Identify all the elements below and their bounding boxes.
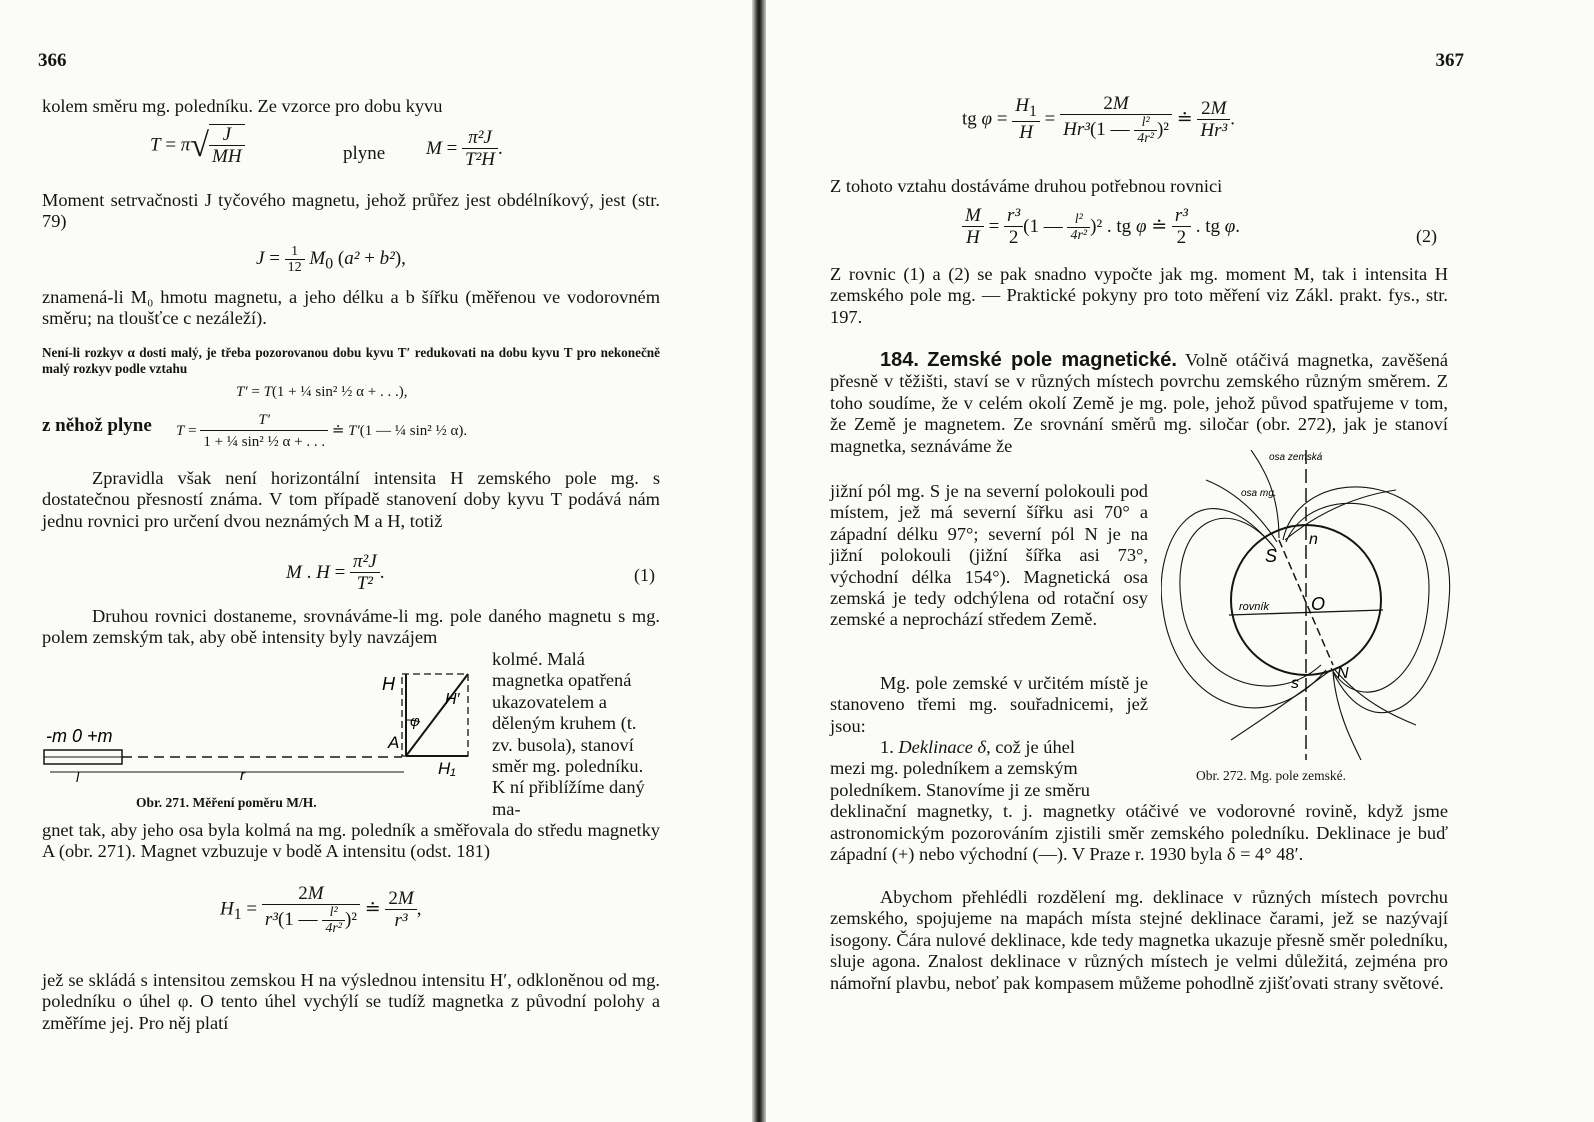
equation-H1: $H_1$ = 2M r³(1 — $\frac{\text{l²}}{\text{4r²}}$ )² ≐ $\frac{2M}{\text{r³}}$ ,: [220, 883, 422, 936]
equation-inertia: J = $\frac{1}{12}$ $M_0$ (a² + b²),: [256, 244, 406, 275]
fig272-label-osa-mg: osa mg.: [1241, 488, 1277, 499]
paragraph-deklinace: 1. Deklinace δ, což je úhel mezi mg. poledníkem a zemským poledníkem. Stanovíme ji ze směru deklinační magnetky, t. j. magnetky otáčivé ve vodorovné rovině, když jsme astronomickým pozorováním zjistili směr zemského poledníku. Deklinace je buď západní (+) nebo východní (—). V Praze r. 1930 byla δ = 4° 48′.: [830, 737, 1448, 865]
equation-tg-phi: tg φ = $\frac{H_1}{H}$ = 2M Hr³(1 — $\frac{\text{l²}}{\text{4r²}}$ )² ≐ $\frac{2M}{\text{Hr³}}$ .: [962, 93, 1235, 146]
paragraph-abychom: Abychom přehlédli rozdělení mg. deklinace v různých místech povrchu zemského, spojujeme na mapách místa stejné deklinace čarami, jež se nazývají isogony. Čára nulové deklinace, kde tedy magnetka ukazuje přesně směr poledníku, sluje agona. Znalost deklinace v různých místech je velmi důležitá, zejména pro námořní plavbu, neboť pak kompasem můžeme pohodlně zjišťovati strany světové.: [830, 887, 1448, 993]
paragraph-meaning: znamená-li M₀ hmotu magnetu, a jeho délku a b šířku (měřenou ve vodorovném směru; na tloušťce c nezáleží).: [42, 287, 660, 329]
figure-271-caption: Obr. 271. Měření poměru M/H.: [136, 795, 317, 810]
paragraph-druhou-a: Druhou rovnici dostaneme, srovnáváme-li mg. pole daného magnetu s mg. polem zemským tak, aby obě intensity byly navzájem: [42, 606, 660, 648]
fig272-label-s: s: [1291, 675, 1299, 692]
equation-1-number: (1): [634, 565, 655, 585]
fig271-label-m0m: -m 0 +m: [46, 726, 113, 746]
fig272-label-O: O: [1311, 594, 1326, 614]
paragraph-jez: jež se skládá s intensitou zemskou H na výslednou intensitu H′, odkloněnou od mg. poledníku o úhel φ. O tento úhel vychýlí se tudíž magnetka z původní polohy a změříme jej. Pro něj platí: [42, 970, 660, 1033]
book-gutter: [752, 0, 766, 1122]
section-title: Zemské pole magnetické.: [927, 349, 1177, 371]
fig271-label-A: A: [388, 733, 400, 752]
paragraph-druhou-b: gnet tak, aby jeho osa byla kolmá na mg. poledník a směřovala do středu magnetky A (obr. 271). Magnet vzbuzuje v bodě A intensitu (odst. 181): [42, 820, 660, 862]
small-note: Není-li rozkyv α dosti malý, je třeba pozorovanou dobu kyvu T′ redukovati na dobu kyvu T pro nekonečně malý rozkyv podle vztahu: [42, 345, 660, 376]
equation-moment: M = $\frac{\text{π²J}}{\text{T²H}}$ .: [426, 127, 503, 170]
equation-1: M . H = $\frac{\text{π²J}}{\text{T²}}$ .: [286, 551, 385, 594]
fig272-label-rovnik: rovník: [1239, 601, 1269, 613]
equation-2-number: (2): [1416, 226, 1437, 246]
fig272-label-osa-zemska: osa zemská: [1269, 452, 1323, 463]
page-number-right: 367: [1435, 50, 1464, 71]
paragraph-druhou: kolmé. Malá magnetka opatřená ukazovatelem a děleným kruhem (t. zv. busola), stanoví směr mg. poledníku. K ní přiblížíme daný ma-: [492, 649, 645, 819]
figure-272-caption: Obr. 272. Mg. pole zemské.: [1196, 768, 1346, 783]
paragraph-jizni-pol: jižní pól mg. S je na severní polokouli pod místem, jež má severní šířku asi 70° a západní délku 97°; severní pól N je na jižní polokouli (jižní šířka asi 73°, východní délka 154°). Magnetická osa zemská je tedy odchýlena od rotační osy zemské a neprochází středem Země.: [830, 481, 1148, 630]
paragraph-z-tohoto: Z tohoto vztahu dostáváme druhou potřebnou rovnici: [830, 176, 1223, 196]
paragraph-moment-inertia: Moment setrvačnosti J tyčového magnetu, jehož průřez jest obdélníkový, jest (str. 79): [42, 190, 660, 232]
figure-272: [1161, 450, 1451, 760]
fig271-label-Hprime: H′: [445, 691, 460, 708]
paragraph-section: Volně otáčivá magnetka, zavěšená přesně v těžišti, staví se v různých místech povrchu zemského různým směrem. Z toho soudíme, že v celém okolí Země je mg. pole, jehož původ spatřujeme v tom, že Země je magnetem. Ze srovnání směrů mg. siločar (obr. 272), jak je stanoví magnetka, seznáváme že: [830, 350, 1449, 456]
fig272-label-S: S: [1265, 546, 1278, 566]
equation-reduction: T′ = T(1 + ¼ sin² ½ α + . . .),: [236, 384, 408, 400]
equation-reduced-period: T = $\frac{T'}{\text{1 + ¼ sin² ½ α + . . .}}$ ≐ T′(1 — ¼ sin² ½ α).: [176, 412, 468, 450]
paragraph-z-rovnic: Z rovnic (1) a (2) se pak snadno vypočte jak mg. moment M, tak i intensita H zemského pole mg. — Praktické pokyny pro toto měření viz Zákl. prakt. fys., str. 197.: [830, 264, 1448, 327]
left-page: [0, 0, 752, 1122]
section-184-intro: [830, 350, 1448, 457]
fig272-label-N: N: [1337, 665, 1349, 682]
section-number: 184.: [880, 349, 919, 371]
paragraph-mg-pole: Mg. pole zemské v určitém místě je stanoveno třemi mg. souřadnicemi, jež jsou:: [830, 673, 1148, 736]
fig271-label-l: l: [76, 769, 80, 785]
fig271-label-H: H: [382, 674, 395, 694]
right-page: [766, 0, 1594, 1122]
word-plyne: plyne: [343, 143, 386, 164]
fig271-label-r: r: [240, 767, 245, 784]
paragraph-zpravidla: Zpravidla však není horizontální intensita H zemského pole mg. s dostatečnou přesností známa. V tom případě stanovení doby kyvu T podává nám jednu rovnici pro určení dvou neznámých M a H, totiž: [42, 468, 660, 531]
label-z-nehoz: z něhož plyne: [42, 415, 152, 436]
fig271-label-H1: H₁: [438, 759, 456, 778]
fig272-label-n: n: [1309, 531, 1318, 548]
equation-period: T = π√ $\frac{J}{MH}$: [150, 124, 245, 168]
equation-2: $\frac{M}{H}$ = $\frac{\text{r³}}{2}$ (1 — $\frac{\text{l²}}{\text{4r²}}$ )² . tg φ ≐ $\frac{\text{r³}}{2}$ . tg φ.: [962, 206, 1240, 249]
figure-271: [40, 662, 490, 790]
page-number-left: 366: [38, 50, 67, 71]
paragraph-intro: kolem směru mg. poledníku. Ze vzorce pro dobu kyvu: [42, 96, 443, 116]
fig271-label-phi: φ: [410, 713, 420, 730]
